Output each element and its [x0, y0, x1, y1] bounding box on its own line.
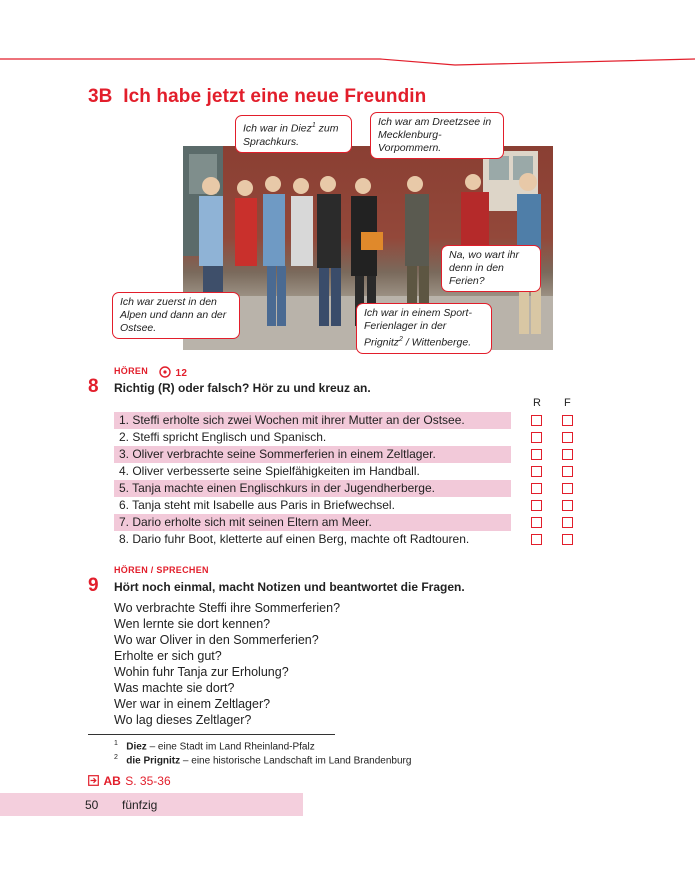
workbook-label: AB	[103, 774, 121, 788]
column-r-header: R	[533, 397, 541, 409]
exercise-number-8: 8	[88, 376, 99, 397]
bubble-diez-after: zum Sprachkurs.	[243, 122, 339, 148]
workbook-pages: S. 35-36	[125, 774, 171, 788]
column-f-header: F	[564, 397, 571, 409]
bubble-ferien-text: Na, wo wart ihr denn in den Ferien?	[449, 249, 520, 287]
bubble-dreetzsee-text: Ich war am Dreetzsee in Mecklenburg-Vorpommern.	[378, 116, 492, 154]
ex9-skill-label: HÖREN / SPRECHEN	[114, 565, 209, 575]
top-rule	[0, 56, 695, 70]
question: Wohin fuhr Tanja zur Erholung?	[114, 665, 289, 679]
bubble-ferienlager-text: Ich war in einem Sport-Ferienlager in der Prignitz	[364, 307, 472, 349]
ex8-skill-label: HÖREN	[114, 366, 149, 376]
checkbox-f-8[interactable]	[562, 534, 573, 545]
speech-bubble-alpen	[112, 292, 240, 339]
checkbox-r-5[interactable]	[531, 483, 542, 494]
checkbox-f-5[interactable]	[562, 483, 573, 494]
checkbox-r-6[interactable]	[531, 500, 542, 511]
question: Wo war Oliver in den Sommerferien?	[114, 633, 319, 647]
track-number: 12	[175, 368, 188, 379]
footnote-divider	[88, 734, 335, 735]
footnote-marker-2: 2	[399, 336, 403, 343]
speech-bubble-ferien	[441, 245, 541, 292]
checkbox-f-1[interactable]	[562, 415, 573, 426]
checkbox-r-1[interactable]	[531, 415, 542, 426]
statement-row: 4. Oliver verbesserte seine Spielfähigkeiten im Handball.	[119, 464, 420, 478]
statement-row: 3. Oliver verbrachte seine Sommerferien in einem Zeltlager.	[114, 446, 511, 463]
checkbox-r-7[interactable]	[531, 517, 542, 528]
statement-row: 1. Steffi erholte sich zwei Wochen mit ihrer Mutter an der Ostsee.	[114, 412, 511, 429]
footnote-term: Diez	[126, 741, 147, 753]
checkbox-f-3[interactable]	[562, 449, 573, 460]
statement-row: 8. Dario fuhr Boot, kletterte auf einen Berg, machte oft Radtouren.	[119, 532, 470, 546]
page-number-word: fünfzig	[122, 798, 158, 812]
speech-bubble-ferienlager	[356, 303, 492, 354]
page-number: 50	[85, 798, 99, 812]
section-title: Ich habe jetzt eine neue Freundin	[123, 86, 427, 107]
page-title	[88, 86, 426, 108]
question: Was machte sie dort?	[114, 681, 235, 695]
footnote-marker-1: 1	[311, 122, 316, 129]
question: Wer war in einem Zeltlager?	[114, 697, 271, 711]
checkbox-f-7[interactable]	[562, 517, 573, 528]
statement-row: 6. Tanja steht mit Isabelle aus Paris in Briefwechsel.	[119, 498, 395, 512]
checkbox-r-4[interactable]	[531, 466, 542, 477]
statement-row: 2. Steffi spricht Englisch und Spanisch.	[119, 430, 327, 444]
checkbox-r-2[interactable]	[531, 432, 542, 443]
checkbox-f-6[interactable]	[562, 500, 573, 511]
footnote-mark: 2	[114, 754, 118, 761]
exercise-8-instruction: Richtig (R) oder falsch? Hör zu und kreuz an.	[114, 381, 371, 395]
question: Wo lag dieses Zeltlager?	[114, 713, 252, 727]
bubble-alpen-text: Ich war zuerst in den Alpen und dann an der Ostsee.	[120, 296, 227, 334]
exercise-9-instruction: Hört noch einmal, macht Notizen und beantwortet die Fragen.	[114, 580, 465, 594]
checkbox-r-3[interactable]	[531, 449, 542, 460]
question: Wo verbrachte Steffi ihre Sommerferien?	[114, 601, 341, 615]
cd-icon	[159, 366, 171, 378]
arrow-box-icon	[88, 775, 99, 786]
statement-row: 5. Tanja machte einen Englischkurs in der Jugendherberge.	[114, 480, 511, 497]
checkbox-f-4[interactable]	[562, 466, 573, 477]
footnote-mark: 1	[114, 740, 118, 747]
speech-bubble-dreetzsee	[370, 112, 504, 159]
speech-bubble-diez	[235, 115, 352, 153]
footnote-text: – eine historische Landschaft im Land Brandenburg	[180, 755, 412, 767]
question: Erholte er sich gut?	[114, 649, 222, 663]
bubble-ferienlager-after: / Wittenberge.	[402, 336, 472, 349]
workbook-reference[interactable]	[88, 772, 171, 790]
footnote-term: die Prignitz	[126, 755, 181, 767]
footnote-2	[114, 751, 411, 768]
checkbox-f-2[interactable]	[562, 432, 573, 443]
question: Wen lernte sie dort kennen?	[114, 617, 271, 631]
footnote-text: – eine Stadt im Land Rheinland-Pfalz	[146, 741, 315, 753]
checkbox-r-8[interactable]	[531, 534, 542, 545]
audio-track[interactable]	[159, 363, 187, 381]
section-number: 3B	[88, 86, 113, 107]
bubble-diez-text: Ich war in Diez	[243, 122, 312, 135]
statement-row: 7. Dario erholte sich mit seinen Eltern am Meer.	[114, 514, 511, 531]
exercise-number-9: 9	[88, 575, 99, 596]
